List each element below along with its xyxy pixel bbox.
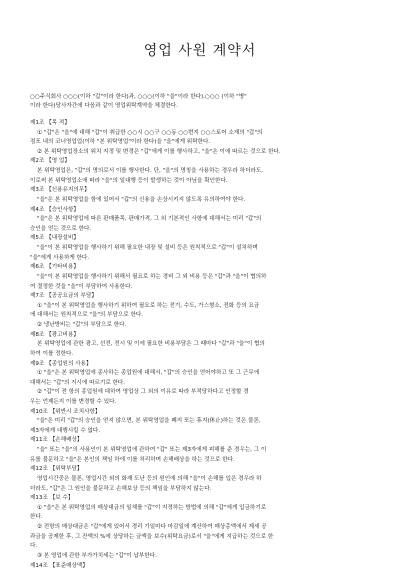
article-text: ② 전항의 매상대금은 "갑"에게 있어서 경리 기일마다 마감일에 계산하여 매상총액에서 제세 공 <box>37 524 267 531</box>
article-heading: 제1조 【목 적】 <box>30 120 70 126</box>
article-heading: 제7조 【공공요금의 부담】 <box>30 293 97 300</box>
article-text: "을"이 본 위탁영업을 행사하기 위해 필요한 내장 및 설비 등은 원칙적으로 "갑"이 설치하며 <box>37 245 258 252</box>
article-text: 하여 이를 정한다. <box>30 350 74 357</box>
article-text: "을"은 본 위탁영업에 따른 판매품목, 판매가격, 그 외 기본적인 사항에 대해서는 미리 "갑"의 <box>37 216 262 223</box>
article-text: 다. <box>30 543 38 550</box>
article-text: ② 냉난방비는 "갑"의 부담으로 한다. <box>37 322 127 329</box>
article-heading: 제12조 【위탁부담】 <box>30 466 83 473</box>
article-text: "을" 또는 "을"의 사용인이 본 위탁영업에 관하여 "갑" 또는 제3자에게 피해를 준 경우는, 그 이 <box>37 447 267 454</box>
article-heading: 제13조 【보 수】 <box>30 495 74 502</box>
article-text: 이로써 본 위탁영업소에 따라 "을"의 일대행 등이 발생하는 것이 아님을 확인한다. <box>30 177 228 184</box>
article-text: "을"은 미리 "갑"의 승인을 얻지 않으면, 본 위탁영업을 폐지 또는 휴지(休止)하는 것은 물론, <box>37 418 261 425</box>
article-heading: 제2조 【영 업】 <box>30 158 70 165</box>
article-text: ② 본 위탁영업장소의 위치 지정 및 변경은 "갑"에게 이를 행사하고, "을"은 이에 따르는 것으로 한다. <box>37 148 281 155</box>
article-text: 에 대해서는 원칙적으로 "을"의 부담으로 한다. <box>30 312 144 319</box>
article-text: 여 결정한 것을 "을"이 부담하여 사용한다. <box>30 283 133 290</box>
article-heading: 제11조 【손해배상】 <box>30 437 83 444</box>
article-text: 우는 언제든지 이를 변경할 수 있다. <box>30 398 117 405</box>
article-heading: 제6조 【기타비용】 <box>30 264 79 271</box>
intro-paragraph <box>30 93 372 110</box>
article-text: 점포 내의 코너영업업(이하 "본 위탁영업"이라 한다)을 "을"에게 위탁한다. <box>30 139 211 146</box>
article-text: 제3자에게 대행시킬 수 없다. <box>30 427 101 434</box>
intro-line: 이라 한다)당사자간에 다음과 같이 영업위탁계약을 체결한다. <box>30 102 178 109</box>
article-text: ① "을"이 본 위탁영업을 행사하기 위하여 필요로 하는 전기, 수도, 가스형소, 전화 등의 요금 <box>37 302 260 309</box>
article-heading: 제8조 【광고비용】 <box>30 331 79 338</box>
article-heading: 제5조 【내장설비】 <box>30 235 79 242</box>
article-text: "을"은 본 위탁영업을 함에 있어서 "갑"의 신용을 손상시키지 않도록 유의하여야 한다. <box>37 196 246 203</box>
article-heading: 제9조 【종업원의 사용】 <box>30 360 92 367</box>
article-text: "을"이 본 위탁영업을 행사하기 위해서 필요로 하는 경비 그 외 비용 등은 "갑"과 "을"이 협의하 <box>37 273 267 280</box>
article-text: ① "갑"은 "을"에 대해 "갑"이 취급한 ○○시 ○○구 ○○동 ○○번지 ○○스토어 소재의 "갑"의 <box>37 129 263 136</box>
article-heading: 제4조 【승인사항】 <box>30 206 79 213</box>
article-heading: 제3조 【신용유지의무】 <box>30 187 90 194</box>
article-text: 대해서는 "갑"의 지시에 따르기로 한다. <box>30 379 126 386</box>
article-heading: 제14조 【표준매상액】 <box>30 562 88 569</box>
document-title: 영업 사원 계약서 <box>143 43 257 59</box>
article-text: 한다. <box>30 514 43 521</box>
article-text: 유를 불문하고 "을"은 본인의 책임 하에 이를 처리하며 손해배상을 하는 것으로 한다. <box>30 456 235 463</box>
article-text: 영업시간중은 물론, 영업시간 외의 화재 도난 등의 원인에 의해 "을"이 손해를 입은 경우라 하 <box>37 475 262 482</box>
article-text: "을"에게 사용하게 한다. <box>30 254 90 261</box>
article-text: 더라도, "갑"은 그 원인을 불문하고 손해보상 등의 책임을 부담하지 않는다. <box>30 485 212 492</box>
article-text: ① "을"은 본 위탁영업에 종사하는 종업원에 대해서, "갑"의 승인을 얻어야하고 또 그 근무에 <box>37 370 260 377</box>
article-heading: 제10조 【위반시 조치사항】 <box>30 408 101 415</box>
intro-line: ○○주식회사 ○○○(이하 "갑"이라 한다)과, ○○○(이하 "을"이라 한다),○○○ (이하 "병" <box>30 94 247 100</box>
article-text: 승인을 얻는 것으로 한다. <box>30 225 92 232</box>
article-text: 본 위탁영업에 관한 광고, 선전, 전시 및 이에 필요한 비용부담은 그 때마다 "갑"과 "을"이 협의 <box>37 341 265 348</box>
article-text: ③ 본 영업에 관한 부가가치세는 "갑"이 납부한다. <box>37 552 157 559</box>
article-text: ① "을"은 본 위탁영업의 매상대금의 일체를 "갑"이 지정하는 방법에 의해 "갑"에게 입금하기로 <box>37 504 267 511</box>
article-text: ② "갑"이 전 항의 종업원에 대하여 영업상 그 외의 이유로 따라 부적당하다고 인정할 경 <box>37 389 249 396</box>
article-text: 과금을 공제한 후, 그 잔액의 %에 상당하는 금액을 보수(위탁요금)로서 "을"에게 지급하는 것으로 한 <box>30 533 274 540</box>
article-text: 본 위탁영업은, "갑"의 명의로서 이를 행사한다. 단, "을"의 명칭을 사용하는 경우라 하더라도, <box>37 168 264 175</box>
